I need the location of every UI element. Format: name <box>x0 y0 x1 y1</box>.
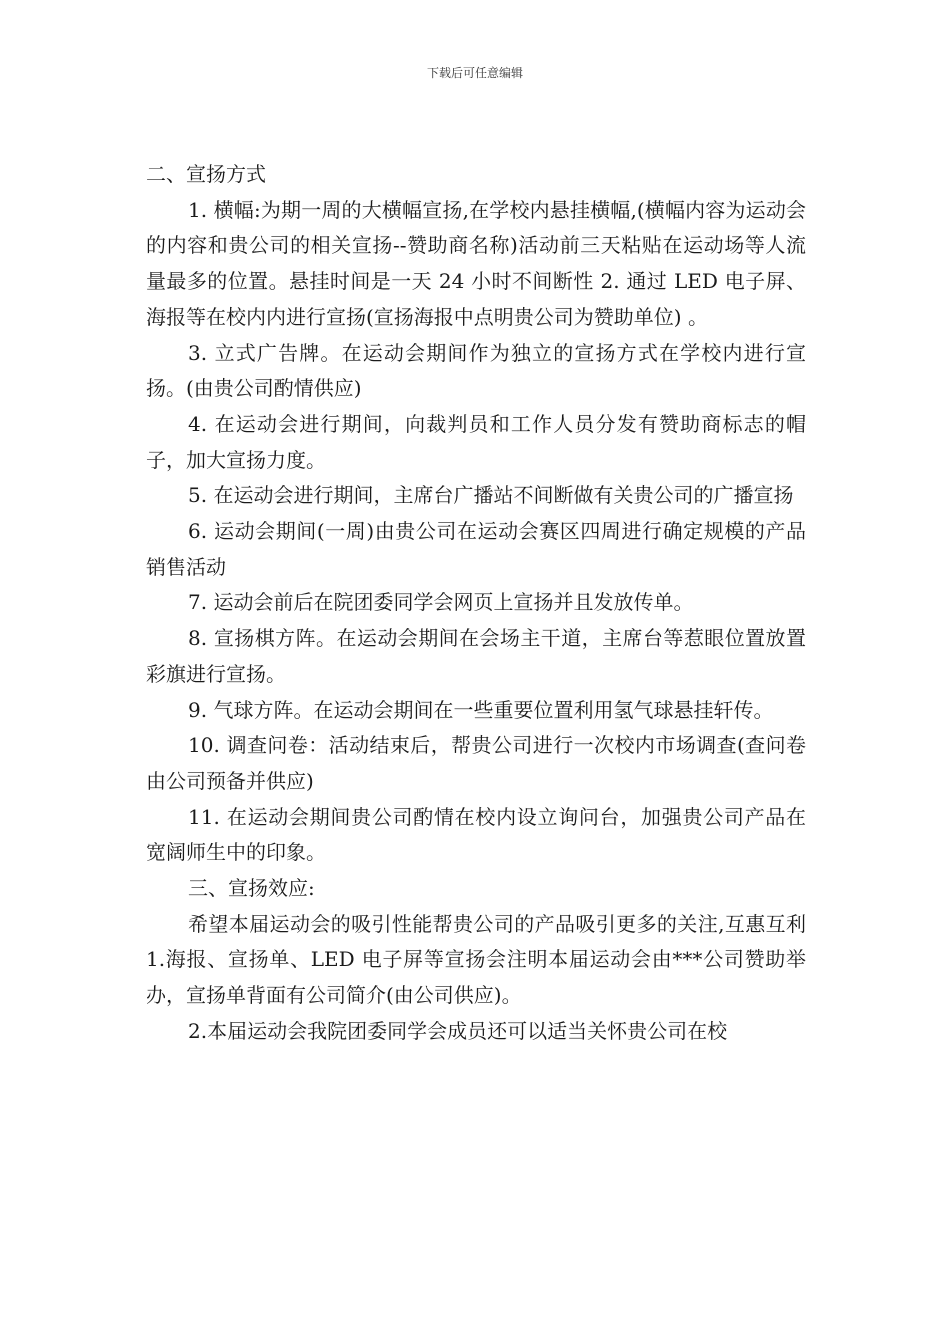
list-item-11: 11. 在运动会期间贵公司酌情在校内设立询问台，加强贵公司产品在宽阔师生中的印象。 <box>146 804 806 865</box>
list-item-10: 10. 调查问卷：活动结束后，帮贵公司进行一次校内市场调查(查问卷由公司预备并供应) <box>146 733 806 793</box>
list-item-3: 3. 立式广告牌。在运动会期间作为独立的宣扬方式在学校内进行宣扬。(由贵公司酌情供应) <box>146 340 806 401</box>
page-header: 下载后可任意编辑 <box>426 66 523 80</box>
list-item-9: 9. 气球方阵。在运动会期间在一些重要位置利用氢气球悬挂轩传。 <box>188 697 774 722</box>
section-title-promotion-methods: 二、宣扬方式 <box>146 162 266 186</box>
list-item-6: 6. 运动会期间(一周)由贵公司在运动会赛区四周进行确定规模的产品销售活动 <box>146 519 806 579</box>
section-title-promotion-effects: 三、宣扬效应: <box>188 876 315 901</box>
list-item-4: 4. 在运动会进行期间，向裁判员和工作人员分发有赞助商标志的帽子，加大宣扬力度。 <box>146 411 806 472</box>
list-item-1: 1. 横幅:为期一周的大横幅宣扬,在学校内悬挂横幅,(横幅内容为运动会的内容和贵公司的相关宣扬--赞助商名称)活动前三天粘贴在运动场等人流量最多的位置。悬挂时间是一天 24 小时不间断性 2. 通过 LED 电子屏、海报等在校内内进行宣扬(宣扬海报中点明贵公司为赞助单位) 。 <box>146 197 806 329</box>
list-item-8: 8. 宣扬棋方阵。在运动会期间在会场主干道，主席台等惹眼位置放置彩旗进行宣扬。 <box>146 626 806 686</box>
list-item-5: 5. 在运动会进行期间，主席台广播站不间断做有关贵公司的广播宣扬 <box>188 483 794 508</box>
effects-paragraph-2: 2.本届运动会我院团委同学会成员还可以适当关怀贵公司在校 <box>188 1018 728 1043</box>
effects-paragraph-1: 希望本届运动会的吸引性能帮贵公司的产品吸引更多的关注,互惠互利 1.海报、宣扬单、LED 电子屏等宣扬会注明本届运动会由***公司赞助举办，宣扬单背面有公司简介(由公司供应)。 <box>146 911 806 1008</box>
list-item-7: 7. 运动会前后在院团委同学会网页上宣扬并且发放传单。 <box>188 590 694 615</box>
document-body <box>146 157 806 1050</box>
